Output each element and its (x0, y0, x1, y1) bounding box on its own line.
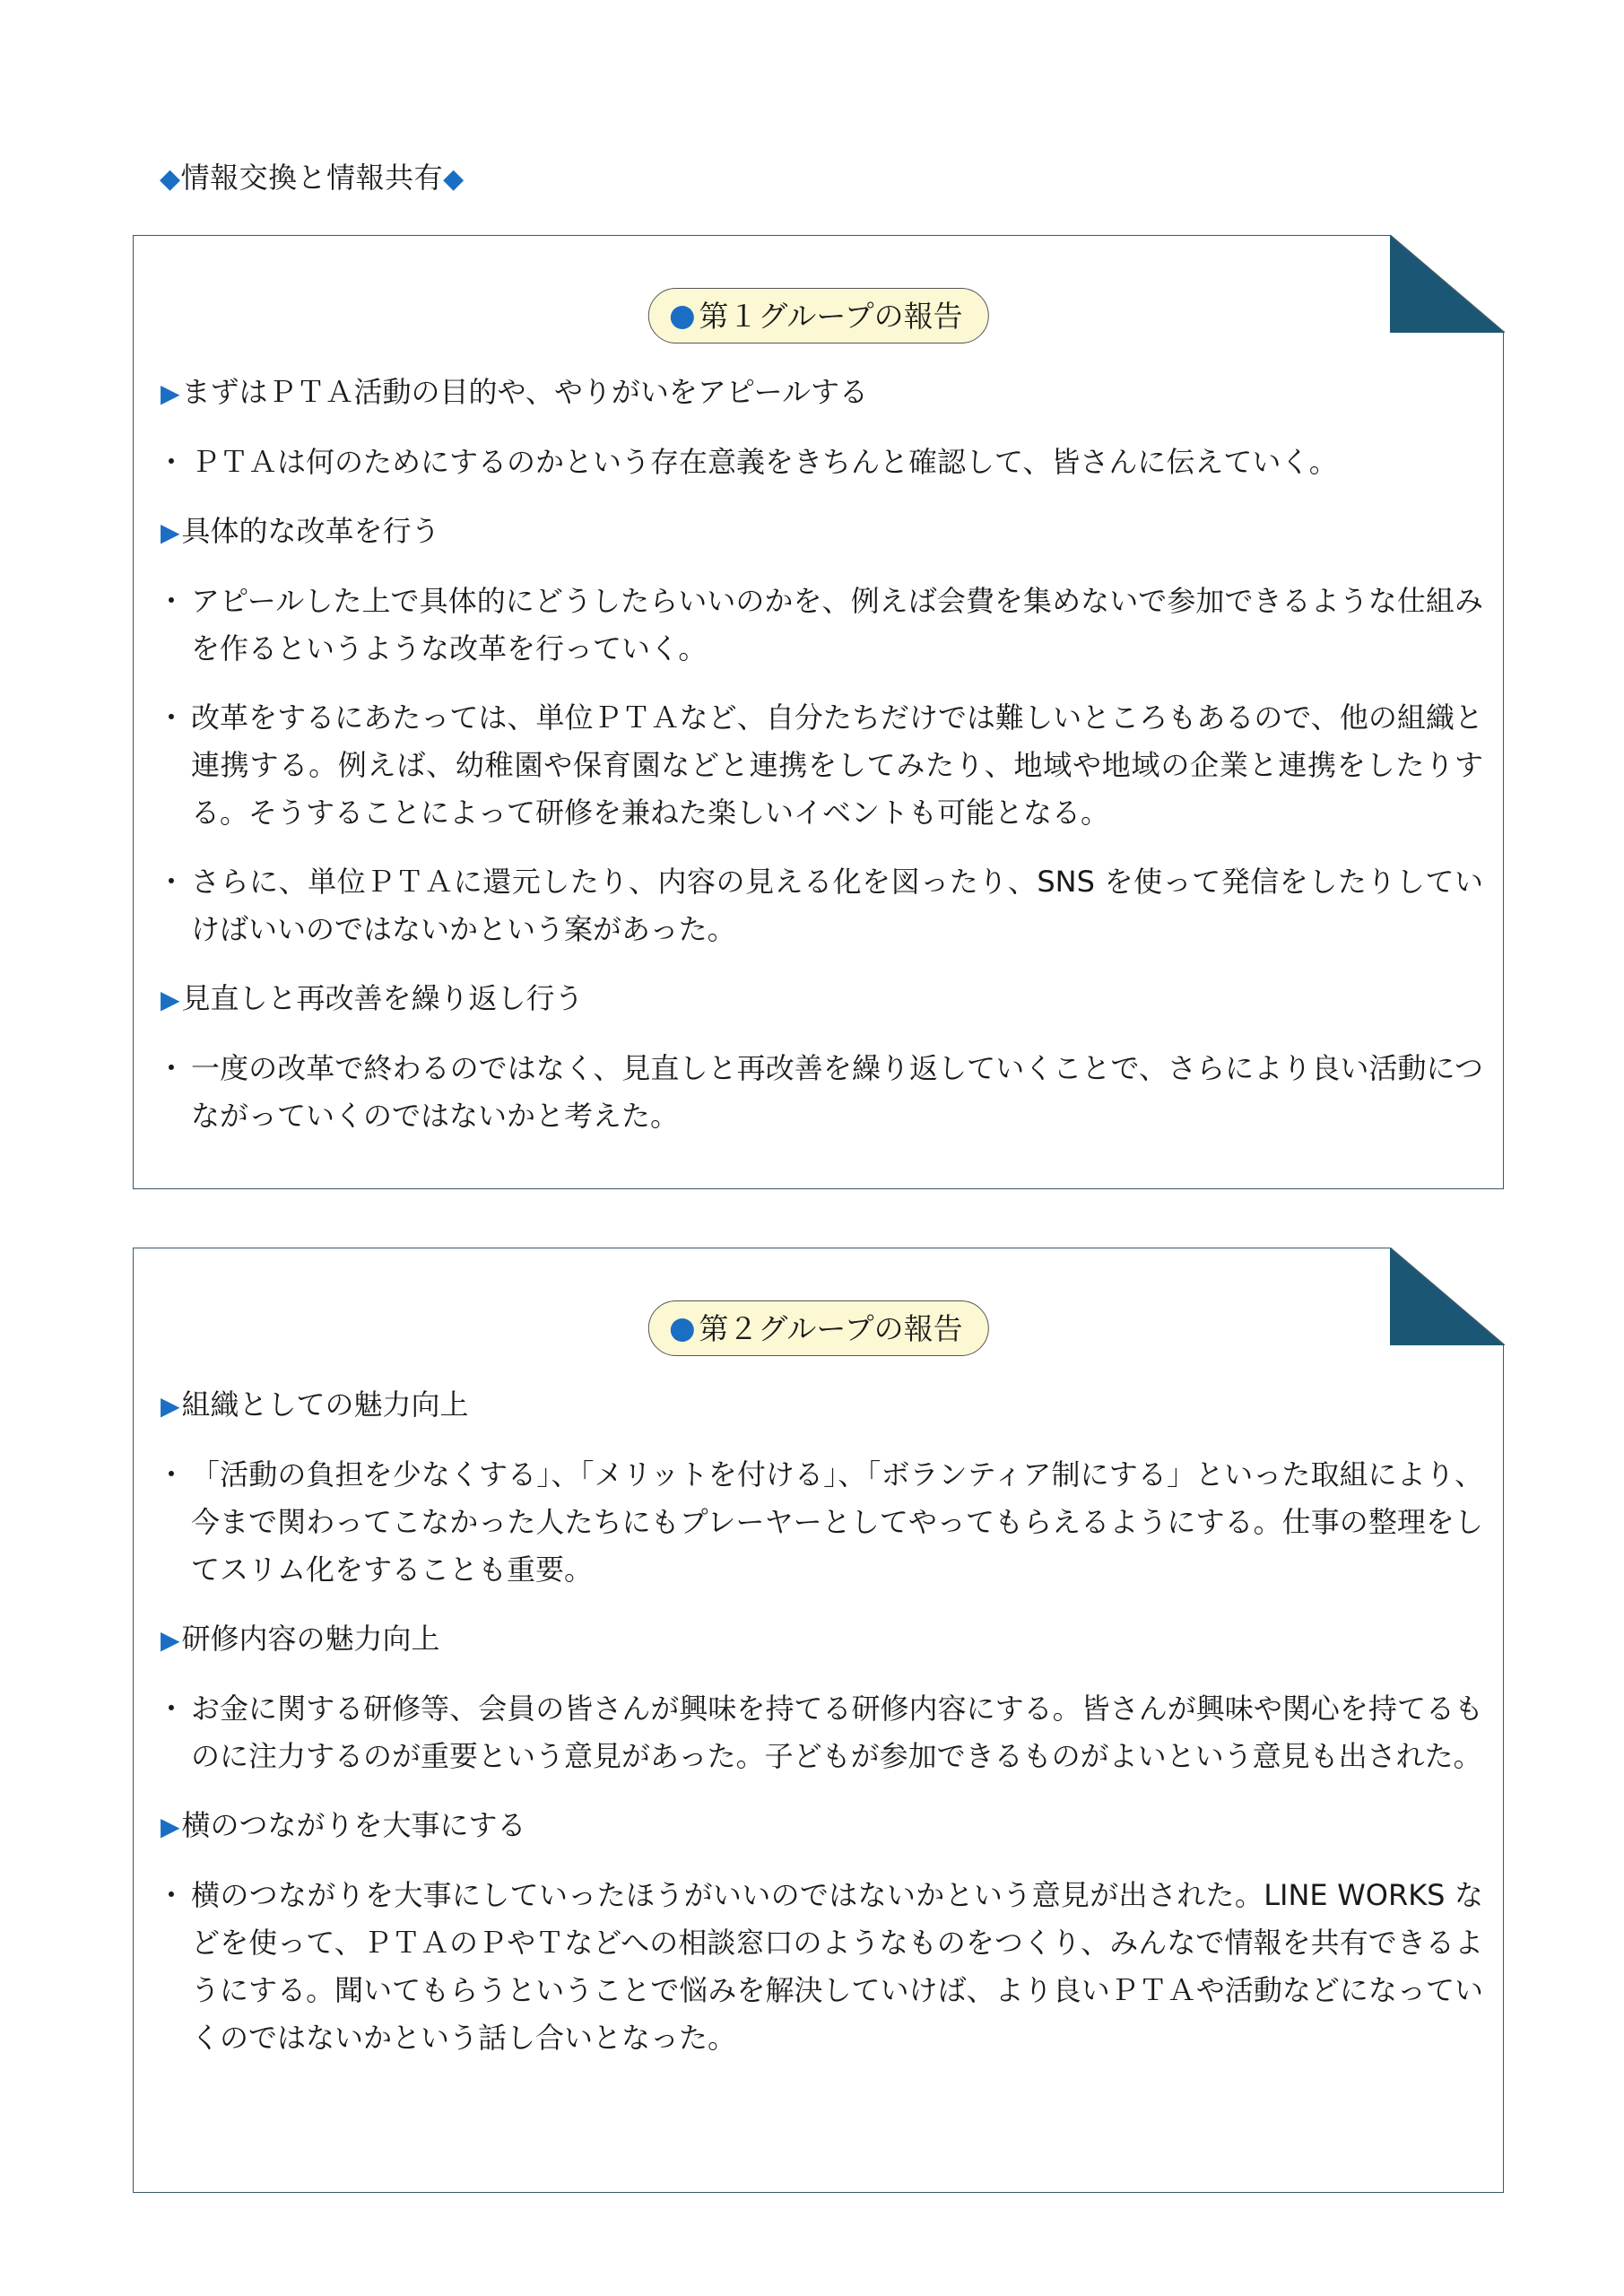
bullet-item: ・ ＰＴＡは何のためにするのかという存在意義をきちんと確認して、皆さんに伝えていく。 (161, 439, 1483, 486)
group1-panel (133, 235, 1504, 1189)
group1-title-badge (647, 288, 988, 344)
section-heading: ▶横のつながりを大事にする (161, 1808, 526, 1842)
bullet-item: ・ さらに、単位ＰＴＡに還元したり、内容の見える化を図ったり、SNS を使って発信をしたりしていけばいいのではないかという案があった。 (161, 858, 1483, 953)
group2-title: 第２グループの報告 (699, 1311, 963, 1346)
diamond-icon: ◆ (160, 163, 181, 195)
triangle-right-icon: ▶ (161, 1812, 180, 1841)
group2-panel (133, 1248, 1504, 2193)
diamond-icon: ◆ (443, 163, 465, 195)
bullet-item: ・ 改革をするにあたっては、単位ＰＴＡなど、自分たちだけでは難しいところもあるので、他の組織と連携する。例えば、幼稚園や保育園などと連携をしてみたり、地域や地域の企業と連携をしたりする。そうすることによって研修を兼ねた楽しいイベントも可能となる。 (161, 694, 1483, 837)
triangle-right-icon: ▶ (161, 1391, 180, 1421)
section-heading: ▶まずはＰＴＡ活動の目的や、やりがいをアピールする (161, 375, 868, 409)
folded-corner-icon (1390, 1248, 1505, 1345)
section-heading: ▶研修内容の魅力向上 (161, 1622, 440, 1656)
group1-title: 第１グループの報告 (699, 299, 963, 334)
group2-content (161, 1381, 1483, 2083)
section-heading: ▶具体的な改革を行う (161, 514, 440, 548)
bullet-item: ・ 一度の改革で終わるのではなく、見直しと再改善を繰り返していくことで、さらにより良い活動につながっていくのではないかと考えた。 (161, 1045, 1483, 1140)
bullet-item: ・ お金に関する研修等、会員の皆さんが興味を持てる研修内容にする。皆さんが興味や関心を持てるものに注力するのが重要という意見があった。子どもが参加できるものがよいという意見も出された。 (161, 1685, 1483, 1780)
group2-title-badge (647, 1300, 988, 1356)
page-heading (160, 158, 465, 199)
bullet-item: ・ アピールした上で具体的にどうしたらいいのかを、例えば会費を集めないで参加できるような仕組みを作るというような改革を行っていく。 (161, 578, 1483, 673)
bullet-dot-icon (670, 1318, 693, 1342)
section-heading: ▶組織としての魅力向上 (161, 1387, 469, 1422)
bullet-item: ・ 「活動の負担を少なくする」、「メリットを付ける」、「ボランティア制にする」といった取組により、今まで関わってこなかった人たちにもプレーヤーとしてやってもらえるようにする。仕事の整理をしてスリム化をすることも重要。 (161, 1451, 1483, 1594)
bullet-item: ・ 横のつながりを大事にしていったほうがいいのではないかという意見が出された。LINE WORKS などを使って、ＰＴＡのＰやＴなどへの相談窓口のようなものをつくり、みんなで情報を共有できるようにする。聞いてもらうということで悩みを解決していけば、より良いＰＴＡや活動などになっていくのではないかという話し合いとなった。 (161, 1872, 1483, 2062)
group1-content (161, 369, 1483, 1161)
triangle-right-icon: ▶ (161, 1625, 180, 1655)
folded-corner-icon (1390, 235, 1505, 333)
bullet-dot-icon (670, 306, 693, 329)
triangle-right-icon: ▶ (161, 985, 180, 1014)
triangle-right-icon: ▶ (161, 517, 180, 547)
page-heading-text: 情報交換と情報共有 (180, 161, 444, 195)
section-heading: ▶見直しと再改善を繰り返し行う (161, 981, 584, 1015)
triangle-right-icon: ▶ (161, 378, 180, 408)
